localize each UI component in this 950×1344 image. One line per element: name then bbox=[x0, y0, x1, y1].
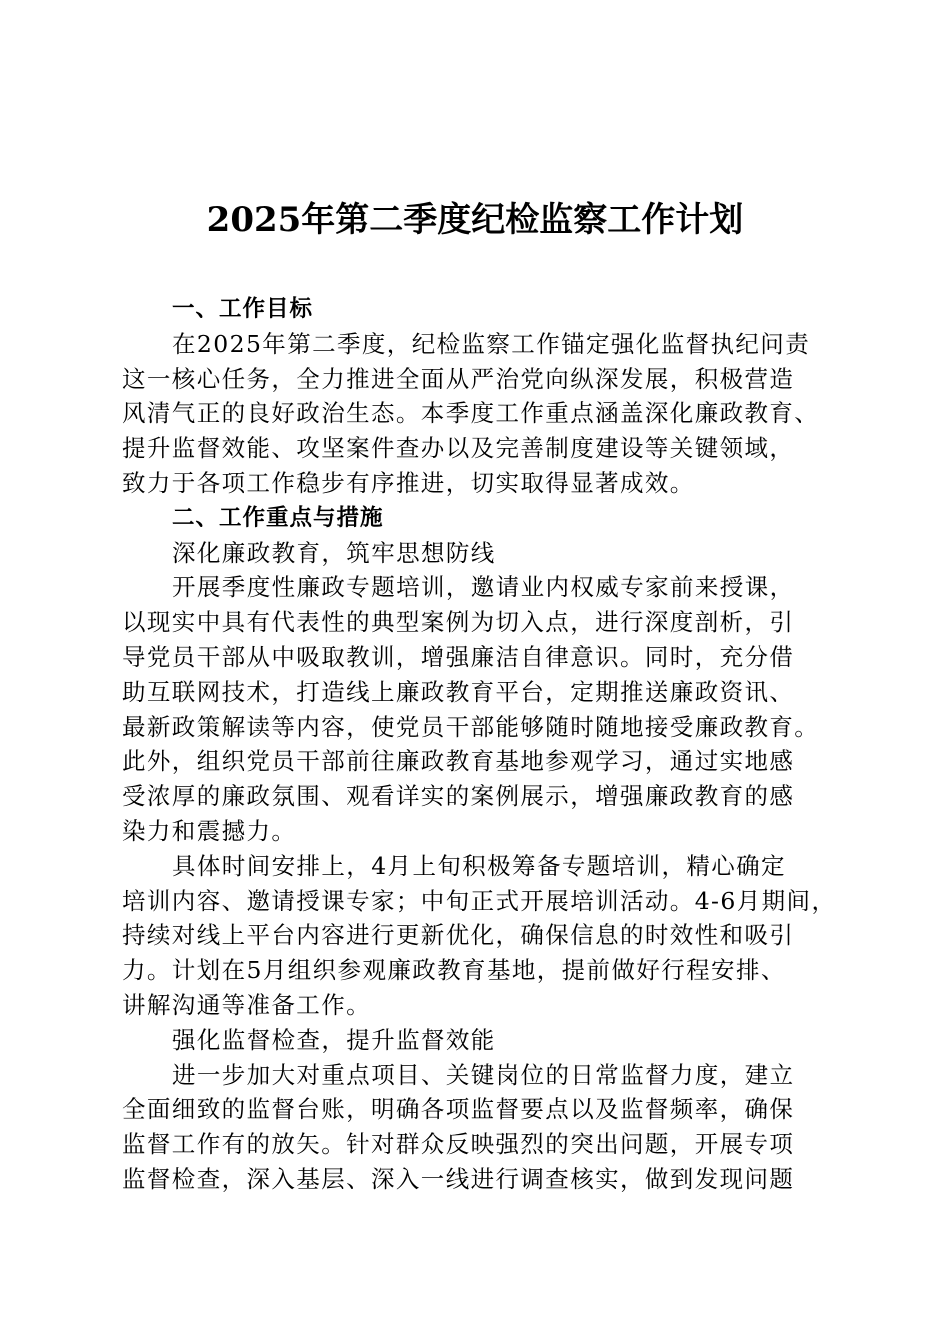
section-heading-focus: 二、工作重点与措施 bbox=[172, 504, 384, 531]
paragraph-education-measures bbox=[122, 570, 838, 848]
paragraph-line: 开展季度性廉政专题培训，邀请业内权威专家前来授课， bbox=[172, 573, 795, 602]
paragraph-line: 染力和震撼力。 bbox=[122, 816, 297, 845]
paragraph-goal bbox=[122, 327, 838, 501]
paragraph-line: 持续对线上平台内容进行更新优化，确保信息的时效性和吸引 bbox=[122, 921, 795, 950]
paragraph-line: 全面细致的监督台账，明确各项监督要点以及监督频率，确保 bbox=[122, 1095, 795, 1124]
paragraph-line: 此外，组织党员干部前往廉政教育基地参观学习，通过实地感 bbox=[122, 747, 795, 776]
paragraph-line: 具体时间安排上，4月上旬积极筹备专题培训，精心确定 bbox=[172, 851, 786, 880]
paragraph-line: 这一核心任务，全力推进全面从严治党向纵深发展，积极营造 bbox=[122, 364, 795, 393]
paragraph-line: 监督工作有的放矢。针对群众反映强烈的突出问题，开展专项 bbox=[122, 1130, 795, 1159]
paragraph-supervision-measures bbox=[122, 1058, 838, 1197]
paragraph-line: 讲解沟通等准备工作。 bbox=[122, 990, 371, 1019]
paragraph-line: 最新政策解读等内容，使党员干部能够随时随地接受廉政教育。 bbox=[122, 712, 820, 741]
subsection-title-education: 深化廉政教育，筑牢思想防线 bbox=[172, 538, 496, 567]
paragraph-line: 导党员干部从中吸取教训，增强廉洁自律意识。同时，充分借 bbox=[122, 642, 795, 671]
paragraph-line: 受浓厚的廉政氛围、观看详实的案例展示，增强廉政教育的感 bbox=[122, 782, 795, 811]
paragraph-line: 以现实中具有代表性的典型案例为切入点，进行深度剖析，引 bbox=[122, 608, 795, 637]
paragraph-line: 风清气正的良好政治生态。本季度工作重点涵盖深化廉政教育、 bbox=[122, 399, 820, 428]
document-title: 2025年第二季度纪检监察工作计划 bbox=[206, 200, 744, 240]
paragraph-line: 提升监督效能、攻坚案件查办以及完善制度建设等关键领域， bbox=[122, 434, 795, 463]
paragraph-line: 监督检查，深入基层、深入一线进行调查核实，做到发现问题 bbox=[122, 1164, 795, 1193]
paragraph-line: 进一步加大对重点项目、关键岗位的日常监督力度，建立 bbox=[172, 1060, 795, 1089]
paragraph-line: 培训内容、邀请授课专家；中旬正式开展培训活动。4-6月期间， bbox=[122, 886, 837, 915]
paragraph-line: 致力于各项工作稳步有序推进，切实取得显著成效。 bbox=[122, 468, 695, 497]
section-heading-goal: 一、工作目标 bbox=[172, 296, 314, 322]
paragraph-line: 在2025年第二季度，纪检监察工作锚定强化监督执纪问责 bbox=[172, 329, 811, 358]
paragraph-line: 力。计划在5月组织参观廉政教育基地，提前做好行程安排、 bbox=[122, 956, 786, 985]
paragraph-line: 助互联网技术，打造线上廉政教育平台，定期推送廉政资讯、 bbox=[122, 677, 795, 706]
paragraph-education-schedule bbox=[122, 849, 838, 1023]
subsection-title-supervision: 强化监督检查，提升监督效能 bbox=[172, 1025, 496, 1054]
document-body bbox=[122, 292, 838, 1197]
